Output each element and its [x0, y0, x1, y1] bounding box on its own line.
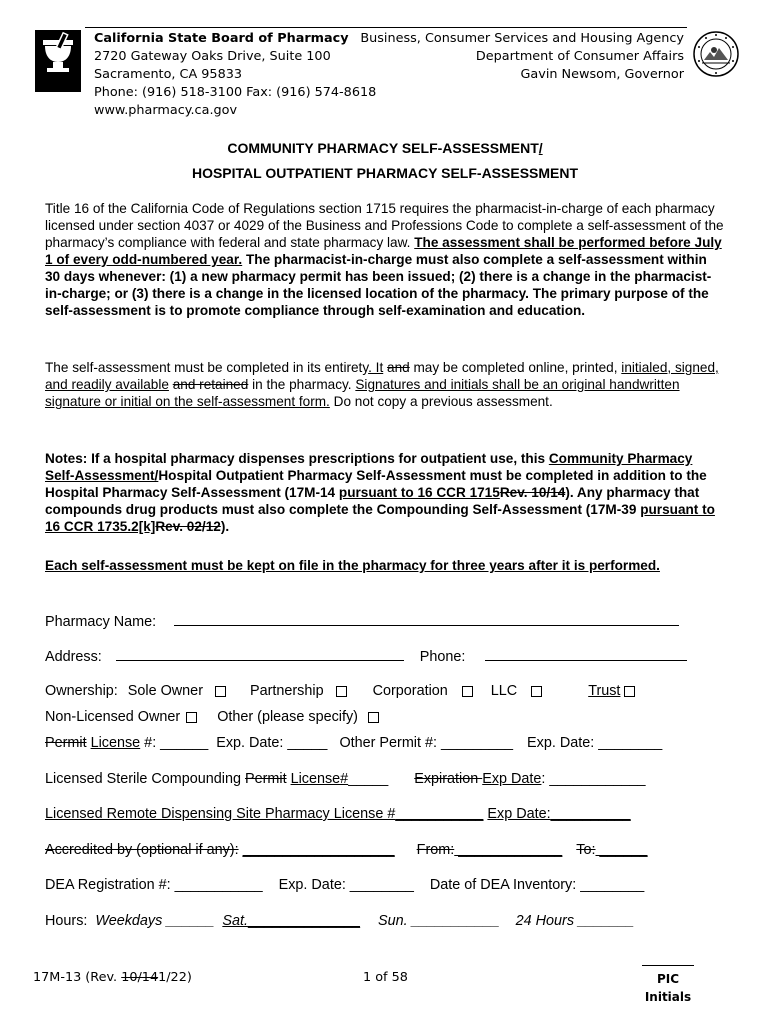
- non-licensed-owner-checkbox[interactable]: [186, 712, 197, 723]
- p2-comma: ,: [613, 360, 618, 375]
- intro-paragraph: [45, 200, 725, 319]
- p2-text-3: in the pharmacy.: [248, 377, 356, 392]
- license-row: [45, 734, 662, 752]
- accredited-field[interactable]: ___________________: [242, 842, 395, 858]
- pharmacy-name-label: Pharmacy Name:: [45, 614, 157, 630]
- p2-text-4: Do not copy a previous assessment.: [329, 394, 553, 409]
- from-field[interactable]: _____________: [454, 842, 563, 858]
- license-number-field[interactable]: #: ______: [140, 735, 209, 751]
- corporation-checkbox[interactable]: [462, 686, 473, 697]
- partnership-label: Partnership: [249, 683, 324, 699]
- intro-deadline: The assessment shall be performed before July 1 of every odd-numbered year.: [45, 235, 722, 267]
- hours-row: [45, 912, 634, 930]
- ownership-row-2: [45, 708, 379, 726]
- notes-community: Community Pharmacy Self-Assessment/: [45, 451, 693, 483]
- other-permit-exp-date[interactable]: Exp. Date: ________: [527, 735, 663, 751]
- keep-on-file-notice: Each self-assessment must be kept on file in the pharmacy for three years after it is performed.: [45, 558, 660, 573]
- p2-text: The self-assessment must be completed in its entirety: [45, 360, 369, 375]
- governor-name: Gavin Newsom, Governor: [520, 67, 684, 82]
- remote-dispensing-row: [45, 805, 631, 823]
- pharmacy-name-row: [45, 611, 679, 631]
- license-label: License: [90, 735, 141, 751]
- board-website[interactable]: www.pharmacy.ca.gov: [94, 103, 238, 118]
- p2-struck-and: and: [387, 360, 410, 375]
- board-address-2: Sacramento, CA 95833: [94, 67, 243, 82]
- other-permit-field[interactable]: Other Permit #: _________: [339, 735, 514, 751]
- ownership-label: Ownership:: [45, 683, 118, 699]
- title-community: COMMUNITY PHARMACY SELF-ASSESSMENT: [227, 140, 539, 156]
- accreditation-row: [45, 841, 648, 859]
- notes-text-2: Hospital Outpatient Pharmacy Self-Assessment must be completed in addition to the Hospital Pharmacy Self-Assessment (17M-14: [45, 468, 707, 500]
- partnership-checkbox[interactable]: [336, 686, 347, 697]
- struck-accredited-label: Accredited by (optional if any):: [45, 842, 239, 858]
- sole-owner-checkbox[interactable]: [215, 686, 226, 697]
- struck-permit: Permit: [45, 735, 87, 751]
- sterile-license-field[interactable]: _____: [348, 771, 389, 787]
- initials-label: Initials: [644, 990, 692, 1004]
- license-exp-date[interactable]: Exp. Date: _____: [216, 735, 328, 751]
- remote-exp-label: Exp Date:: [487, 806, 551, 822]
- mortar-pestle-logo: [35, 30, 81, 92]
- p2-initialed: initialed, signed, and readily available: [45, 360, 719, 392]
- saturday-label: Sat.: [222, 913, 248, 929]
- sterile-license-label: License#: [290, 771, 349, 787]
- remote-license-field[interactable]: ___________: [395, 806, 484, 822]
- llc-label: LLC: [490, 683, 518, 699]
- dea-registration-field[interactable]: DEA Registration #: ___________: [45, 877, 263, 893]
- title-line-1: [0, 140, 770, 156]
- dea-row: [45, 876, 644, 894]
- notes-pursuant-1715: pursuant to 16 CCR 1715: [338, 485, 500, 500]
- other-ownership-label: Other (please specify): [217, 709, 358, 725]
- remote-exp-field[interactable]: __________: [550, 806, 631, 822]
- dea-inventory-date-field[interactable]: Date of DEA Inventory: ________: [429, 877, 645, 893]
- notes-paragraph: [45, 450, 725, 535]
- pic-label: PIC: [656, 972, 680, 986]
- agency-block: [360, 30, 684, 84]
- notes-struck-rev-2: Rev. 02/12: [155, 519, 221, 534]
- struck-from-label: From:: [416, 842, 455, 858]
- hours-label: Hours:: [45, 913, 88, 929]
- weekdays-hours-field[interactable]: Weekdays ______: [95, 913, 215, 929]
- notes-struck-rev-1: Rev. 10/14: [499, 485, 566, 500]
- p2-insert: . It: [368, 360, 384, 375]
- p2-text-2: may be completed online, printed: [409, 360, 614, 375]
- sterile-compounding-row: [45, 770, 645, 788]
- notes-text-3: ). Any pharmacy that compounds drug products must also complete the Compounding Self-Assessment (17M-39: [45, 485, 700, 517]
- sterile-exp-field[interactable]: : ____________: [541, 771, 646, 787]
- notes-pursuant-1735: pursuant to 16 CCR 1735.2[k]: [45, 502, 715, 534]
- revision-date: 1/22): [158, 970, 192, 985]
- struck-to-label: To:: [576, 842, 596, 858]
- trust-label: Trust: [588, 683, 621, 699]
- sole-owner-label: Sole Owner: [127, 683, 203, 699]
- intro-text: Title 16 of the California Code of Regulations section 1715 requires the pharmacist-in-charge of each pharmacy licensed under section 4037 or 4029 of the Business and Professions Code to complete a self-assessment of the pharmacy’s compliance with federal and state pharmacy law.: [45, 201, 724, 250]
- other-ownership-checkbox[interactable]: [368, 712, 379, 723]
- ownership-row: [45, 682, 635, 700]
- trust-checkbox[interactable]: [624, 686, 635, 697]
- page-number: 1 of 58: [363, 970, 408, 985]
- intro-requirements: The pharmacist-in-charge must also complete a self-assessment within 30 days whenever: (1) a new pharmacy permit has been issued; (2) there is a change in the pharmacist-in-charge; or (3) there is a change in the licensed location of the pharmacy. The primary purpose of the self-assessment is to promote compliance through self-examination and education.: [45, 252, 712, 318]
- p2-struck-retained: and retained: [172, 377, 249, 392]
- board-contact-block: [94, 30, 376, 120]
- address-field[interactable]: [116, 646, 404, 661]
- sterile-struck-permit: Permit: [245, 771, 287, 787]
- state-seal: [692, 30, 740, 78]
- struck-revision: 10/14: [121, 970, 159, 985]
- board-address-1: 2720 Gateway Oaks Drive, Suite 100: [94, 49, 331, 64]
- dea-exp-date-field[interactable]: Exp. Date: ________: [278, 877, 414, 893]
- title-line-2: HOSPITAL OUTPATIENT PHARMACY SELF-ASSESSMENT: [191, 165, 579, 181]
- form-revision: [33, 970, 192, 985]
- sunday-hours-field[interactable]: Sun. ___________: [378, 913, 500, 929]
- board-phone-fax: Phone: (916) 518-3100 Fax: (916) 574-8618: [94, 85, 377, 100]
- struck-expiration: Expiration: [414, 771, 483, 787]
- entirety-paragraph: [45, 359, 725, 410]
- agency-name: Business, Consumer Services and Housing Agency: [360, 31, 684, 46]
- to-field[interactable]: ______: [595, 842, 648, 858]
- corporation-label: Corporation: [372, 683, 448, 699]
- saturday-hours-field[interactable]: ______________: [247, 913, 361, 929]
- board-name: California State Board of Pharmacy: [94, 31, 349, 46]
- notes-text-4: ).: [220, 519, 230, 534]
- p2-signatures: Signatures and initials shall be an original handwritten signature or initial on the self-assessment form.: [45, 377, 680, 409]
- title-slash: /: [538, 140, 543, 156]
- pharmacy-name-field[interactable]: [174, 611, 679, 626]
- department-name: Department of Consumer Affairs: [475, 49, 684, 64]
- pic-initials-line[interactable]: [642, 965, 694, 966]
- phone-label: Phone:: [419, 649, 466, 665]
- address-row: [45, 646, 687, 666]
- remote-dispensing-label: Licensed Remote Dispensing Site Pharmacy License #: [45, 806, 396, 822]
- header-rule: [85, 27, 687, 28]
- llc-checkbox[interactable]: [531, 686, 542, 697]
- sterile-label: Licensed Sterile Compounding: [45, 771, 245, 787]
- address-label: Address:: [45, 649, 102, 665]
- non-licensed-owner-label: Non-Licensed Owner: [45, 709, 181, 725]
- form-number: 17M-13 (Rev.: [33, 970, 122, 985]
- notes-text: Notes: If a hospital pharmacy dispenses prescriptions for outpatient use, this: [45, 451, 549, 466]
- phone-field[interactable]: [485, 646, 687, 661]
- sterile-exp-label: Exp Date: [482, 771, 542, 787]
- 24-hours-field[interactable]: 24 Hours _______: [515, 913, 635, 929]
